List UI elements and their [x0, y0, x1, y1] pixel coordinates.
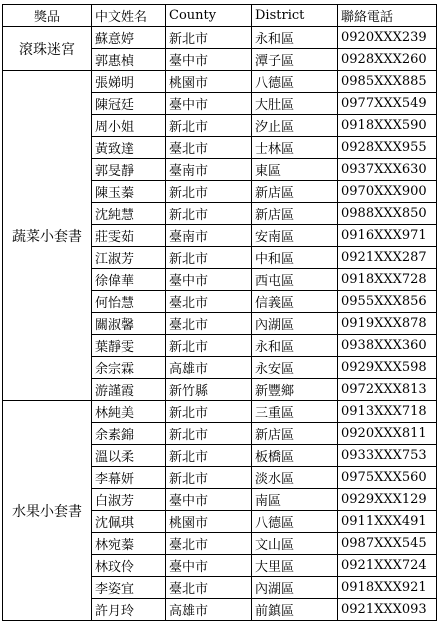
name-cell: 黃致達 [92, 137, 166, 159]
county-cell: 新北市 [166, 27, 252, 49]
name-cell: 林宛蓁 [92, 533, 166, 555]
name-cell: 沈佩琪 [92, 511, 166, 533]
phone-cell: 0970XXX900 [338, 181, 437, 203]
phone-cell: 0911XXX491 [338, 511, 437, 533]
table-row [3, 71, 437, 93]
county-cell: 桃園市 [166, 71, 252, 93]
name-cell: 白淑芳 [92, 489, 166, 511]
district-cell: 南區 [252, 489, 338, 511]
district-cell: 安南區 [252, 225, 338, 247]
county-cell: 臺中市 [166, 555, 252, 577]
district-cell: 永和區 [252, 335, 338, 357]
phone-cell: 0933XXX753 [338, 445, 437, 467]
name-cell: 郭惠楨 [92, 49, 166, 71]
phone-cell: 0972XXX813 [338, 379, 437, 401]
district-cell: 永和區 [252, 27, 338, 49]
county-cell: 新北市 [166, 115, 252, 137]
name-cell: 溫以柔 [92, 445, 166, 467]
winner-table [2, 4, 437, 621]
name-cell: 陳冠廷 [92, 93, 166, 115]
phone-cell: 0916XXX971 [338, 225, 437, 247]
phone-cell: 0988XXX850 [338, 203, 437, 225]
name-cell: 郭旻靜 [92, 159, 166, 181]
name-cell: 何怡慧 [92, 291, 166, 313]
county-cell: 臺中市 [166, 49, 252, 71]
phone-cell: 0975XXX560 [338, 467, 437, 489]
district-cell: 新店區 [252, 423, 338, 445]
district-cell: 淡水區 [252, 467, 338, 489]
name-cell: 莊雯茹 [92, 225, 166, 247]
prize-cell: 蔬菜小套書 [3, 71, 92, 401]
district-cell: 西屯區 [252, 269, 338, 291]
district-cell: 前鎮區 [252, 599, 338, 621]
county-cell: 新北市 [166, 467, 252, 489]
district-cell: 大里區 [252, 555, 338, 577]
name-cell: 張娣明 [92, 71, 166, 93]
phone-cell: 0938XXX360 [338, 335, 437, 357]
phone-cell: 0920XXX811 [338, 423, 437, 445]
county-cell: 高雄市 [166, 357, 252, 379]
county-cell: 新竹縣 [166, 379, 252, 401]
district-cell: 大肚區 [252, 93, 338, 115]
county-cell: 新北市 [166, 335, 252, 357]
district-cell: 八德區 [252, 511, 338, 533]
district-cell: 三重區 [252, 401, 338, 423]
name-cell: 江淑芳 [92, 247, 166, 269]
district-cell: 中和區 [252, 247, 338, 269]
name-cell: 余素錦 [92, 423, 166, 445]
name-cell: 李姿宜 [92, 577, 166, 599]
phone-cell: 0921XXX724 [338, 555, 437, 577]
phone-cell: 0928XXX260 [338, 49, 437, 71]
name-cell: 林純美 [92, 401, 166, 423]
prize-cell: 滾珠迷宮 [3, 27, 92, 71]
county-cell: 新北市 [166, 203, 252, 225]
district-cell: 潭子區 [252, 49, 338, 71]
phone-cell: 0921XXX287 [338, 247, 437, 269]
phone-cell: 0985XXX885 [338, 71, 437, 93]
county-cell: 臺中市 [166, 93, 252, 115]
header-county: County [166, 5, 252, 27]
county-cell: 臺北市 [166, 291, 252, 313]
phone-cell: 0987XXX545 [338, 533, 437, 555]
header-row [3, 5, 437, 27]
header-name: 中文姓名 [92, 5, 166, 27]
county-cell: 臺北市 [166, 313, 252, 335]
phone-cell: 0929XXX598 [338, 357, 437, 379]
phone-cell: 0919XXX878 [338, 313, 437, 335]
name-cell: 余宗霖 [92, 357, 166, 379]
district-cell: 板橋區 [252, 445, 338, 467]
county-cell: 新北市 [166, 423, 252, 445]
prize-cell: 水果小套書 [3, 401, 92, 621]
name-cell: 沈純慧 [92, 203, 166, 225]
phone-cell: 0913XXX718 [338, 401, 437, 423]
name-cell: 陳玉蓁 [92, 181, 166, 203]
district-cell: 汐止區 [252, 115, 338, 137]
district-cell: 內湖區 [252, 577, 338, 599]
name-cell: 林玟伶 [92, 555, 166, 577]
district-cell: 新店區 [252, 203, 338, 225]
phone-cell: 0928XXX955 [338, 137, 437, 159]
phone-cell: 0955XXX856 [338, 291, 437, 313]
phone-cell: 0920XXX239 [338, 27, 437, 49]
phone-cell: 0918XXX590 [338, 115, 437, 137]
name-cell: 徐偉華 [92, 269, 166, 291]
name-cell: 葉靜雯 [92, 335, 166, 357]
table-row [3, 401, 437, 423]
name-cell: 游謹霞 [92, 379, 166, 401]
district-cell: 文山區 [252, 533, 338, 555]
district-cell: 新店區 [252, 181, 338, 203]
district-cell: 士林區 [252, 137, 338, 159]
county-cell: 臺南市 [166, 225, 252, 247]
county-cell: 桃園市 [166, 511, 252, 533]
county-cell: 新北市 [166, 247, 252, 269]
name-cell: 周小姐 [92, 115, 166, 137]
county-cell: 臺中市 [166, 489, 252, 511]
phone-cell: 0929XXX129 [338, 489, 437, 511]
county-cell: 新北市 [166, 181, 252, 203]
county-cell: 臺中市 [166, 269, 252, 291]
name-cell: 蘇意婷 [92, 27, 166, 49]
district-cell: 東區 [252, 159, 338, 181]
county-cell: 臺南市 [166, 159, 252, 181]
district-cell: 新豐鄉 [252, 379, 338, 401]
county-cell: 新北市 [166, 445, 252, 467]
phone-cell: 0937XXX630 [338, 159, 437, 181]
district-cell: 八德區 [252, 71, 338, 93]
table-body [3, 27, 437, 621]
table-row [3, 27, 437, 49]
header-prize: 獎品 [3, 5, 92, 27]
phone-cell: 0918XXX728 [338, 269, 437, 291]
phone-cell: 0977XXX549 [338, 93, 437, 115]
county-cell: 臺北市 [166, 137, 252, 159]
county-cell: 臺北市 [166, 533, 252, 555]
district-cell: 內湖區 [252, 313, 338, 335]
header-district: District [252, 5, 338, 27]
phone-cell: 0918XXX921 [338, 577, 437, 599]
county-cell: 臺北市 [166, 577, 252, 599]
name-cell: 李幕妍 [92, 467, 166, 489]
county-cell: 高雄市 [166, 599, 252, 621]
district-cell: 信義區 [252, 291, 338, 313]
district-cell: 永安區 [252, 357, 338, 379]
phone-cell: 0921XXX093 [338, 599, 437, 621]
name-cell: 許月玲 [92, 599, 166, 621]
header-phone: 聯絡電話 [338, 5, 437, 27]
county-cell: 新北市 [166, 401, 252, 423]
name-cell: 關淑馨 [92, 313, 166, 335]
